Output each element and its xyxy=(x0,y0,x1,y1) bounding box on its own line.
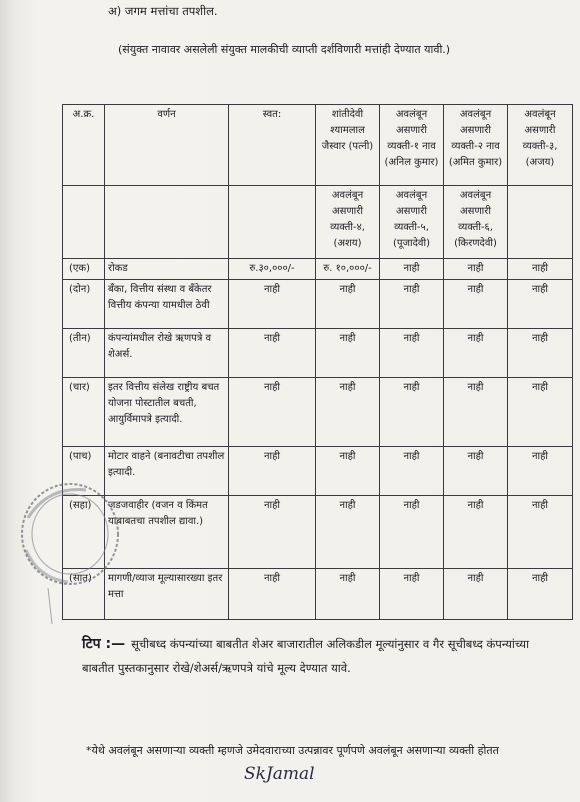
official-stamp xyxy=(8,478,126,626)
row-value: नाही xyxy=(508,329,573,378)
row-value: नाही xyxy=(380,569,444,620)
row-value: नाही xyxy=(229,329,316,378)
table-row xyxy=(63,280,573,329)
tip-paragraph xyxy=(82,632,552,680)
row-serial: (चार) xyxy=(63,378,105,447)
header-dependent-3: अवलंबून असणारी व्यक्ती-३, (अजय) xyxy=(508,105,573,186)
tip-text: सूचीबध्द कंपन्यांच्या बाबतीत शेअर बाजारातील अलिकडील मूल्यांनुसार व गैर सूचीबध्द कंपन्यांच्या बाबतीत पुस्तकानुसार रोखे/शेअर्स/ऋणपत्रे यांचे मूल्य देण्यात यावे. xyxy=(82,637,530,675)
header-dependent-4: अवलंबून असणारी व्यक्ती-४, (अशय) xyxy=(316,186,380,259)
row-description: रोकड xyxy=(105,259,229,280)
header-description: वर्णन xyxy=(105,105,229,186)
row-serial: (पाच) xyxy=(63,447,105,496)
row-value: नाही xyxy=(316,447,380,496)
row-value: नाही xyxy=(316,280,380,329)
table-header-row-2 xyxy=(63,186,573,259)
row-serial: (एक) xyxy=(63,259,105,280)
row-serial: (सात) xyxy=(63,569,105,620)
header-cell-empty xyxy=(105,186,229,259)
header-spouse: शांतीदेवी श्यामलाल जैस्वार (पत्नी) xyxy=(316,105,380,186)
header-dependent-2: अवलंबून असणारी व्यक्ती-२ नाव (अमित कुमार) xyxy=(444,105,508,186)
row-value: नाही xyxy=(316,378,380,447)
row-value: नाही xyxy=(508,569,573,620)
row-value: नाही xyxy=(444,496,508,569)
row-description: मागणी/व्याज मूल्यासारख्या इतर मत्ता xyxy=(105,569,229,620)
table-row xyxy=(63,329,573,378)
movable-assets-table xyxy=(62,104,573,620)
row-description: इतर वित्तीय संलेख राष्ट्रीय बचत योजना पोस्टातील बचती, आयुर्विमापत्रे इत्यादी. xyxy=(105,378,229,447)
section-note: (संयुक्त नावावर असलेली संयुक्त मालकीची व्याप्ती दर्शविणारी मत्तांही देण्यात यावी.) xyxy=(118,43,451,56)
row-value: नाही xyxy=(229,447,316,496)
header-cell-empty xyxy=(508,186,573,259)
header-self: स्वत: xyxy=(229,105,316,186)
section-heading: अ) जगम मत्तांचा तपशील. xyxy=(108,4,218,18)
row-description: जडजवाहीर (वजन व किंमत याबाबतचा तपशील द्यावा.) xyxy=(105,496,229,569)
row-value: नाही xyxy=(380,378,444,447)
header-dependent-5: अवलंबून असणारी व्यक्ती-५, (पूजादेवी) xyxy=(380,186,444,259)
row-value: नाही xyxy=(444,378,508,447)
header-serial: अ.क्र. xyxy=(63,105,105,186)
row-serial: (दोन) xyxy=(63,280,105,329)
row-value: नाही xyxy=(380,259,444,280)
table-row xyxy=(63,569,573,620)
row-description: बँका, वित्तीय संस्था व बँकेतर वित्तीय कंपन्या यामधील ठेवी xyxy=(105,280,229,329)
row-value: नाही xyxy=(316,496,380,569)
row-value: नाही xyxy=(380,447,444,496)
row-value: नाही xyxy=(444,259,508,280)
header-cell-empty xyxy=(63,186,105,259)
row-serial: (सहा) xyxy=(63,496,105,569)
row-value: नाही xyxy=(444,280,508,329)
table-row xyxy=(63,378,573,447)
row-serial: (तीन) xyxy=(63,329,105,378)
table-row xyxy=(63,447,573,496)
tip-label: टिप :— xyxy=(82,636,126,652)
row-value: नाही xyxy=(508,280,573,329)
row-value: नाही xyxy=(508,447,573,496)
row-description: मोटार वाहने (बनावटीचा तपशील इत्यादी. xyxy=(105,447,229,496)
row-value: नाही xyxy=(380,329,444,378)
row-value: नाही xyxy=(229,280,316,329)
row-description: कंपन्यांमधील रोखे ऋणपत्रे व शेअर्स. xyxy=(105,329,229,378)
row-value: नाही xyxy=(316,569,380,620)
row-value: नाही xyxy=(380,280,444,329)
stamp-icon xyxy=(8,478,126,626)
row-value: नाही xyxy=(229,496,316,569)
row-value: नाही xyxy=(508,259,573,280)
row-value: नाही xyxy=(444,447,508,496)
table-row xyxy=(63,259,573,280)
signature: SkJamal xyxy=(244,764,315,784)
row-value: नाही xyxy=(508,378,573,447)
footnote: *येथे अवलंबून असणाऱ्या व्यक्ती म्हणजे उमेदवाराच्या उत्पन्नावर पूर्णपणे अवलंबून असणाऱ्या व्यक्ती होतत xyxy=(86,744,499,757)
table-row xyxy=(63,496,573,569)
row-value: नाही xyxy=(444,569,508,620)
row-value: नाही xyxy=(229,569,316,620)
row-value: नाही xyxy=(508,496,573,569)
row-value: रु.३०,०००/- xyxy=(229,259,316,280)
table-header-row xyxy=(63,105,573,186)
header-dependent-1: अवलंबून असणारी व्यक्ती-१ नाव (अनिल कुमार) xyxy=(380,105,444,186)
row-value: नाही xyxy=(444,329,508,378)
row-value: नाही xyxy=(380,496,444,569)
header-dependent-6: अवलंबून असणारी व्यक्ती-६, (किरणदेवी) xyxy=(444,186,508,259)
row-value: रु. १०,०००/- xyxy=(316,259,380,280)
header-cell-empty xyxy=(229,186,316,259)
row-value: नाही xyxy=(229,378,316,447)
row-value: नाही xyxy=(316,329,380,378)
